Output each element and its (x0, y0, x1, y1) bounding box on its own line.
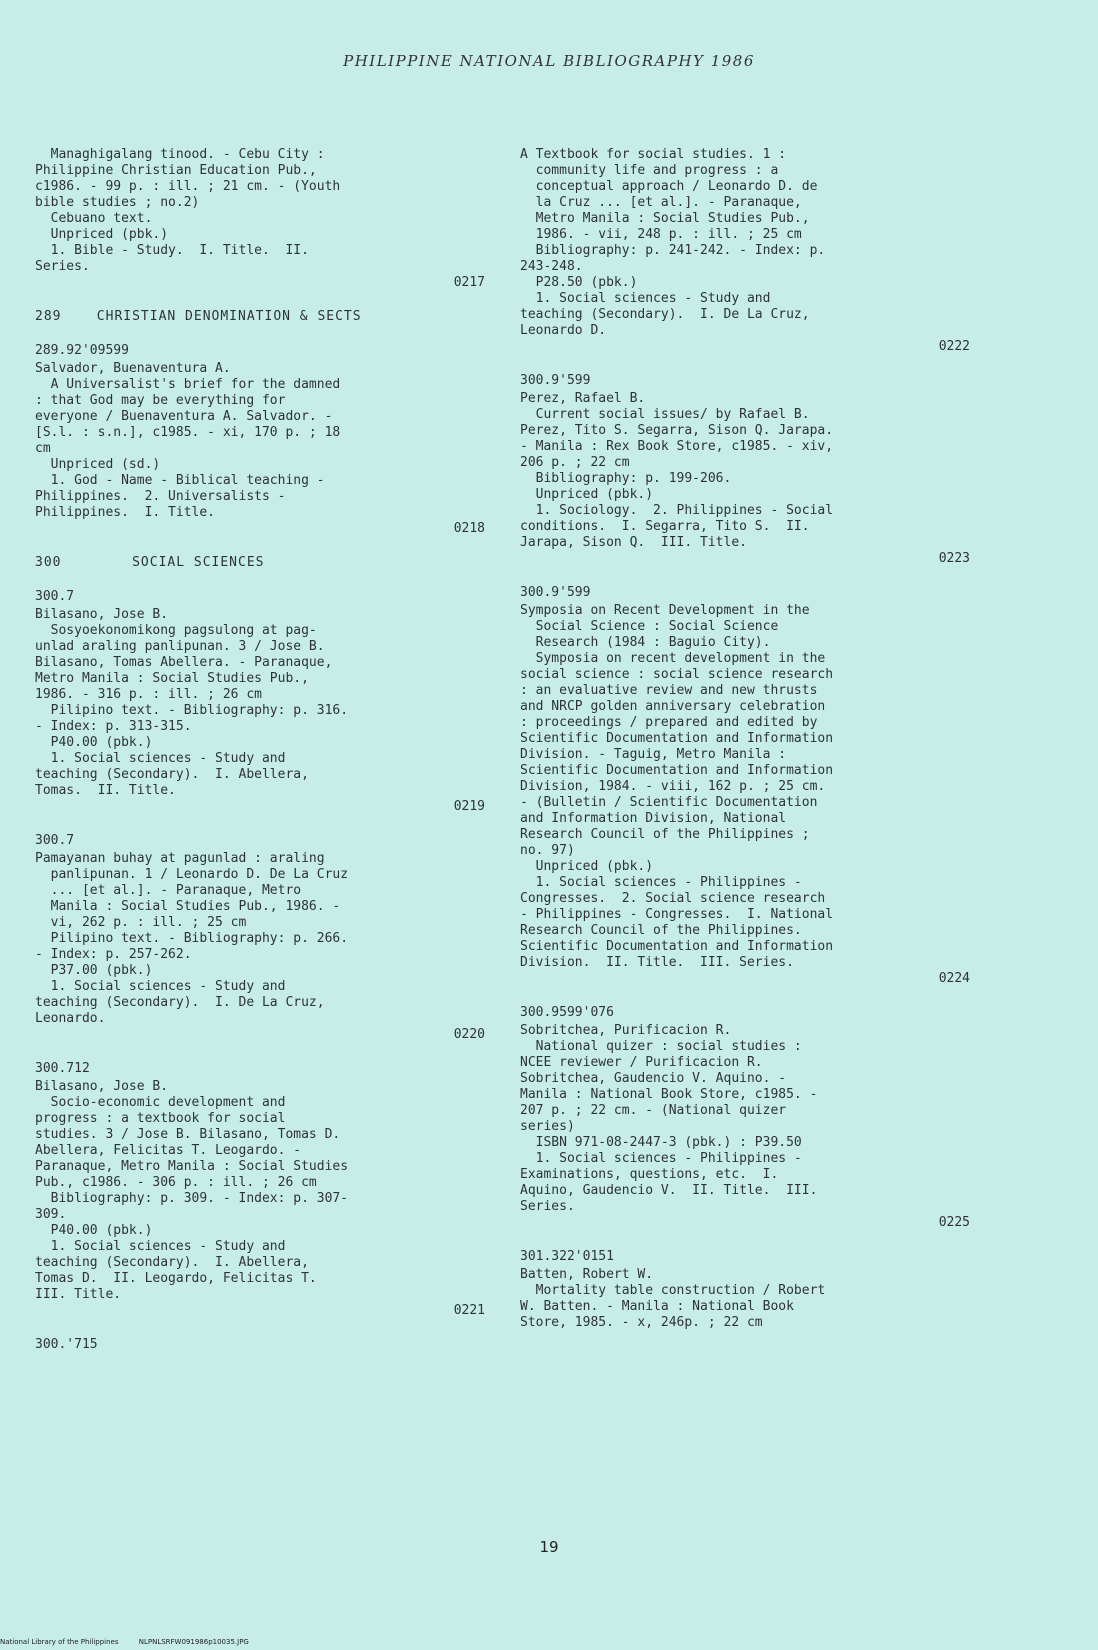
entry-text-line: Jarapa, Sison Q. III. Title. (520, 535, 747, 550)
catalog-entry (520, 373, 970, 567)
entry-text-line: Socio-economic development and (35, 1095, 286, 1110)
entry-text-line: Bilasano, Jose B. (35, 607, 169, 622)
entry-text-line: 206 p. ; 22 cm (520, 455, 630, 470)
entry-text-line: no. 97) (520, 843, 575, 858)
entry-text-line: Cebuano text. (35, 211, 153, 226)
entry-text-line: Congresses. 2. Social science research (520, 891, 826, 906)
entry-text-line: conditions. I. Segarra, Tito S. II. (520, 519, 810, 534)
entry-text-line: Philippines. I. Title. (35, 505, 216, 520)
entry-text-line: P37.00 (pbk.) (35, 963, 153, 978)
catalog-entry (520, 147, 970, 355)
entry-text-line: Bibliography: p. 199-206. (520, 471, 732, 486)
entry-text-line: Perez, Rafael B. (520, 391, 646, 406)
entry-text-line: community life and progress : a (520, 163, 779, 178)
entry-text-line: Unpriced (pbk.) (35, 227, 169, 242)
entry-text-line: Bilasano, Tomas Abellera. - Paranaque, (35, 655, 333, 670)
entry-text-line: : proceedings / prepared and edited by (520, 715, 818, 730)
entry-text-line: series) (520, 1119, 575, 1134)
footer-filename: NLPNLSRFW091986p10035.JPG (138, 1638, 249, 1646)
entry-text-line: Store, 1985. - x, 246p. ; 22 cm (520, 1315, 763, 1330)
footer-library: National Library of the Philippines (0, 1638, 119, 1646)
entry-text-line: 1. Social sciences - Study and (35, 751, 286, 766)
entry-text-line: Philippine Christian Education Pub., (35, 163, 317, 178)
classification-number: 289.92'09599 (35, 343, 129, 358)
entry-text-line: Series. (520, 1199, 575, 1214)
entry-text-line: Social Science : Social Science (520, 619, 779, 634)
entry-text-line: Unpriced (pbk.) (520, 859, 654, 874)
entry-text-line: Salvador, Buenaventura A. (35, 361, 231, 376)
entry-text-line: Pilipino text. - Bibliography: p. 316. (35, 703, 349, 718)
entry-text-line: Bibliography: p. 241-242. - Index: p. (520, 243, 826, 258)
entry-text-line: vi, 262 p. : ill. ; 25 cm (35, 915, 247, 930)
catalog-entry (520, 1005, 970, 1231)
entry-text-line: Scientific Documentation and Information (520, 731, 834, 746)
entry-text-line: A Textbook for social studies. 1 : (520, 147, 787, 162)
entry-text-line: Managhigalang tinood. - Cebu City : (35, 147, 325, 162)
entry-text-line: Scientific Documentation and Information (520, 939, 834, 954)
section-heading: 300 SOCIAL SCIENCES (35, 555, 265, 570)
entry-text-line: Unpriced (sd.) (35, 457, 161, 472)
entry-text-line: 1. Social sciences - Philippines - (520, 875, 802, 890)
classification-number: 300.712 (35, 1061, 90, 1076)
entry-text-line: Sobritchea, Gaudencio V. Aquino. - (520, 1071, 787, 1086)
entry-text-line: P40.00 (pbk.) (35, 1223, 153, 1238)
classification-number: 300.9'599 (520, 373, 591, 388)
entry-text-line: Research (1984 : Baguio City). (520, 635, 771, 650)
entry-text-line: social science : social science research (520, 667, 834, 682)
entry-text-line: cm (35, 441, 51, 456)
entry-text-line: - Index: p. 257-262. (35, 947, 192, 962)
classification-number: 300.9'599 (520, 585, 591, 600)
entry-text-line: 1986. - vii, 248 p. : ill. ; 25 cm (520, 227, 802, 242)
entry-text-line: [S.l. : s.n.], c1985. - xi, 170 p. ; 18 (35, 425, 341, 440)
classification-number: 300.'715 (35, 1337, 98, 1352)
catalog-entry (35, 589, 485, 815)
entry-text-line: P40.00 (pbk.) (35, 735, 153, 750)
entry-text-line: Division. - Taguig, Metro Manila : (520, 747, 787, 762)
running-header: PHILIPPINE NATIONAL BIBLIOGRAPHY 1986 (343, 52, 755, 70)
entry-text-line: 243-248. (520, 259, 583, 274)
entry-text-line: W. Batten. - Manila : National Book (520, 1299, 794, 1314)
entry-text-line: Batten, Robert W. (520, 1267, 654, 1282)
entry-text-line: 207 p. ; 22 cm. - (National quizer (520, 1103, 787, 1118)
entry-text-line: Perez, Tito S. Segarra, Sison Q. Jarapa. (520, 423, 834, 438)
entry-text-line: Tomas D. II. Leogardo, Felicitas T. (35, 1271, 317, 1286)
entry-text-line: 309. (35, 1207, 67, 1222)
entry-text-line: teaching (Secondary). I. De La Cruz, (35, 995, 325, 1010)
entry-number: 0222 (938, 339, 970, 354)
entry-number: 0220 (453, 1027, 485, 1042)
entry-text-line: c1986. - 99 p. : ill. ; 21 cm. - (Youth (35, 179, 341, 194)
catalog-entry (520, 1249, 970, 1331)
entry-text-line: panlipunan. 1 / Leonardo D. De La Cruz (35, 867, 349, 882)
entry-text-line: 1. Social sciences - Philippines - (520, 1151, 802, 1166)
entry-text-line: Aquino, Gaudencio V. II. Title. III. (520, 1183, 818, 1198)
entry-text-line: Paranaque, Metro Manila : Social Studies (35, 1159, 349, 1174)
entry-text-line: Scientific Documentation and Information (520, 763, 834, 778)
entry-number: 0223 (938, 551, 970, 566)
entry-text-line: : that God may be everything for (35, 393, 286, 408)
entry-text-line: Examinations, questions, etc. I. (520, 1167, 779, 1182)
entry-text-line: 1. Sociology. 2. Philippines - Social (520, 503, 834, 518)
entry-text-line: - (Bulletin / Scientific Documentation (520, 795, 818, 810)
right-column (520, 147, 970, 1349)
entry-text-line: 1. Social sciences - Study and (35, 979, 286, 994)
entry-text-line: Research Council of the Philippines. (520, 923, 802, 938)
entry-text-line: Symposia on recent development in the (520, 651, 826, 666)
entry-text-line: Pilipino text. - Bibliography: p. 266. (35, 931, 349, 946)
entry-text-line: ... [et al.]. - Paranaque, Metro (35, 883, 302, 898)
entry-text-line: : an evaluative review and new thrusts (520, 683, 818, 698)
entry-text-line: and Information Division, National (520, 811, 787, 826)
entry-text-line: everyone / Buenaventura A. Salvador. - (35, 409, 333, 424)
entry-text-line: Current social issues/ by Rafael B. (520, 407, 810, 422)
entry-text-line: teaching (Secondary). I. Abellera, (35, 1255, 309, 1270)
classification-number: 300.7 (35, 589, 75, 604)
entry-text-line: NCEE reviewer / Purificacion R. (520, 1055, 763, 1070)
catalog-entry (35, 833, 485, 1043)
entry-text-line: conceptual approach / Leonardo D. de (520, 179, 818, 194)
entry-text-line: - Manila : Rex Book Store, c1985. - xiv, (520, 439, 834, 454)
entry-text-line: Sobritchea, Purificacion R. (520, 1023, 732, 1038)
section-heading: 289 CHRISTIAN DENOMINATION & SECTS (35, 309, 362, 324)
entry-text-line: 1. God - Name - Biblical teaching - (35, 473, 325, 488)
entry-text-line: la Cruz ... [et al.]. - Paranaque, (520, 195, 802, 210)
entry-text-line: Series. (35, 259, 90, 274)
entry-text-line: progress : a textbook for social (35, 1111, 286, 1126)
entry-text-line: III. Title. (35, 1287, 122, 1302)
entry-text-line: Philippines. 2. Universalists - (35, 489, 286, 504)
entry-text-line: - Philippines - Congresses. I. National (520, 907, 834, 922)
entry-text-line: and NRCP golden anniversary celebration (520, 699, 826, 714)
entry-text-line: - Index: p. 313-315. (35, 719, 192, 734)
entry-number: 0225 (938, 1215, 970, 1230)
catalog-entry (35, 147, 485, 291)
entry-text-line: Manila : Social Studies Pub., 1986. - (35, 899, 341, 914)
entry-text-line: National quizer : social studies : (520, 1039, 802, 1054)
classification-number: 301.322'0151 (520, 1249, 614, 1264)
entry-text-line: Research Council of the Philippines ; (520, 827, 810, 842)
entry-text-line: 1986. - 316 p. : ill. ; 26 cm (35, 687, 262, 702)
entry-text-line: Metro Manila : Social Studies Pub., (35, 671, 309, 686)
page-number: 19 (539, 1538, 559, 1556)
entry-text-line: A Universalist's brief for the damned (35, 377, 341, 392)
entry-number: 0218 (453, 521, 485, 536)
entry-text-line: Pub., c1986. - 306 p. : ill. ; 26 cm (35, 1175, 317, 1190)
entry-text-line: unlad araling panlipunan. 3 / Jose B. (35, 639, 325, 654)
catalog-entry (35, 1337, 485, 1353)
entry-text-line: 1. Social sciences - Study and (35, 1239, 286, 1254)
left-column (35, 147, 485, 1371)
entry-text-line: Symposia on Recent Development in the (520, 603, 810, 618)
entry-text-line: teaching (Secondary). I. Abellera, (35, 767, 309, 782)
entry-text-line: 1. Social sciences - Study and (520, 291, 771, 306)
entry-text-line: bible studies ; no.2) (35, 195, 200, 210)
entry-text-line: Bilasano, Jose B. (35, 1079, 169, 1094)
entry-text-line: 1. Bible - Study. I. Title. II. (35, 243, 309, 258)
entry-text-line: teaching (Secondary). I. De La Cruz, (520, 307, 810, 322)
entry-text-line: Mortality table construction / Robert (520, 1283, 826, 1298)
entry-text-line: Metro Manila : Social Studies Pub., (520, 211, 810, 226)
catalog-entry (35, 1061, 485, 1319)
entry-text-line: Manila : National Book Store, c1985. - (520, 1087, 818, 1102)
entry-text-line: Division. II. Title. III. Series. (520, 955, 794, 970)
entry-text-line: Tomas. II. Title. (35, 783, 176, 798)
entry-text-line: Abellera, Felicitas T. Leogardo. - (35, 1143, 302, 1158)
classification-number: 300.9599'076 (520, 1005, 614, 1020)
entry-text-line: P28.50 (pbk.) (520, 275, 638, 290)
entry-text-line: Leonardo D. (520, 323, 607, 338)
catalog-entry (35, 343, 485, 537)
entry-text-line: Division, 1984. - viii, 162 p. ; 25 cm. (520, 779, 826, 794)
catalog-entry (520, 585, 970, 987)
entry-text-line: studies. 3 / Jose B. Bilasano, Tomas D. (35, 1127, 341, 1142)
entry-text-line: Unpriced (pbk.) (520, 487, 654, 502)
entry-number: 0217 (453, 275, 485, 290)
entry-text-line: Pamayanan buhay at pagunlad : araling (35, 851, 325, 866)
entry-text-line: Bibliography: p. 309. - Index: p. 307- (35, 1191, 349, 1206)
entry-number: 0221 (453, 1303, 485, 1318)
entry-text-line: Sosyoekonomikong pagsulong at pag- (35, 623, 317, 638)
scan-footer (0, 1638, 1098, 1646)
entry-text-line: Leonardo. (35, 1011, 106, 1026)
entry-number: 0219 (453, 799, 485, 814)
entry-number: 0224 (938, 971, 970, 986)
classification-number: 300.7 (35, 833, 75, 848)
entry-text-line: ISBN 971-08-2447-3 (pbk.) : P39.50 (520, 1135, 802, 1150)
